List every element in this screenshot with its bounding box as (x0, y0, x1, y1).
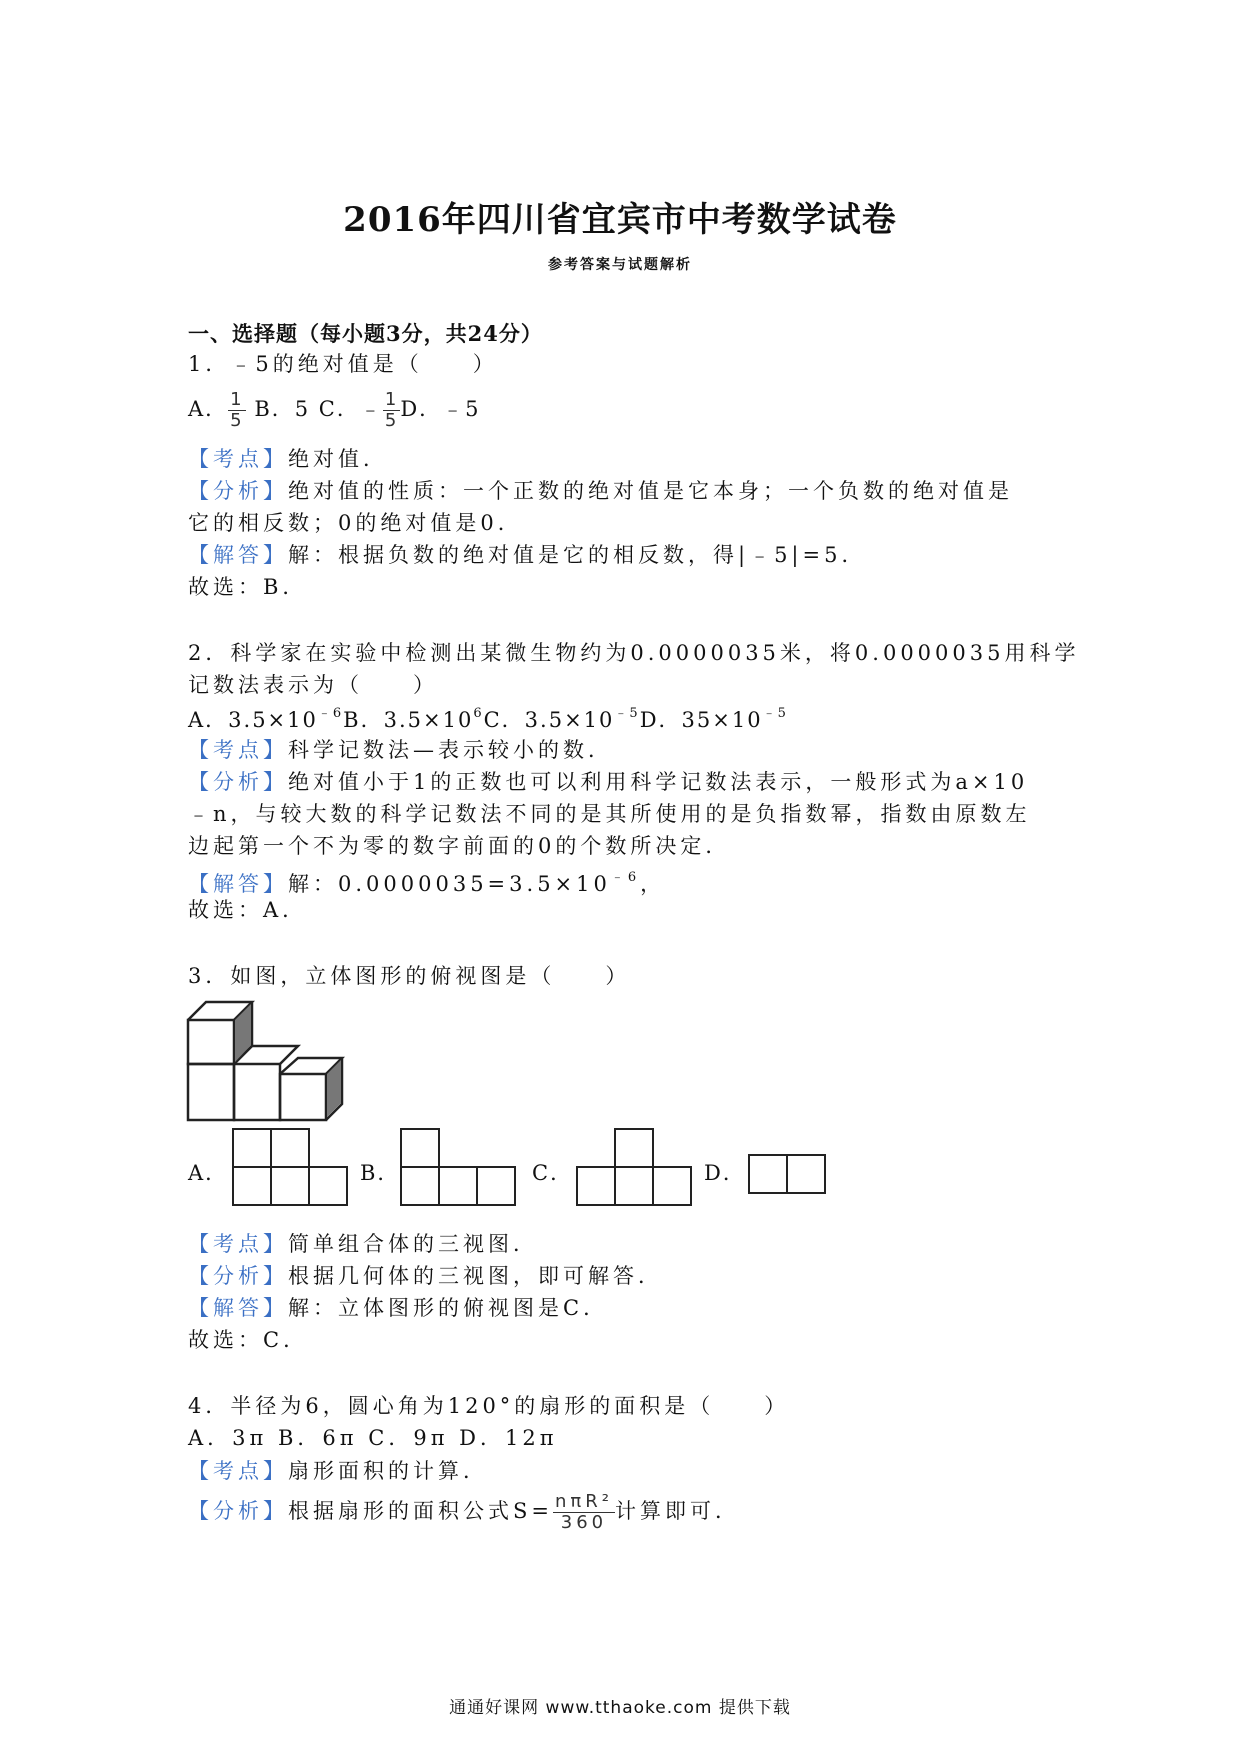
fenxi-label: 【分析】 (188, 770, 288, 794)
q2-options (188, 702, 788, 734)
q4-options: A．3π B．6π C．9π D．12π (188, 1426, 558, 1450)
q2-option-d: D．35×10 (639, 708, 763, 732)
q2-answer: 故选：A． (188, 898, 308, 922)
q2-jieda-text: 解：0.0000035=3.5×10 (288, 872, 611, 896)
q2-fenxi-cont-1: ﹣n，与较大数的科学记数法不同的是其所使用的是负指数幂，指数由原数左 (188, 802, 1031, 826)
kaodian-label: 【考点】 (188, 1232, 288, 1256)
q4-fenxi-end: 计算即可． (614, 1499, 740, 1523)
fenxi-label: 【分析】 (188, 479, 288, 503)
section-title: 一、选择题（每小题3分，共24分） (188, 321, 543, 346)
q3-option-d-label: D． (704, 1161, 746, 1185)
q1-option-c-fraction (383, 390, 400, 431)
formula-denominator: 360 (560, 1512, 608, 1533)
q2-kaodian (188, 734, 613, 766)
q3-solid-figure (186, 1000, 346, 1125)
q3-jieda-text: 解：立体图形的俯视图是C． (288, 1296, 609, 1320)
q1-kaodian (188, 443, 388, 475)
page-subtitle: 参考答案与试题解析 (548, 257, 692, 273)
q2-option-b-exponent: 6 (473, 706, 484, 721)
q1-options (188, 390, 481, 431)
q1-option-c-prefix: C．﹣ (318, 397, 383, 421)
q2-option-b: B．3.5×10 (343, 708, 474, 732)
q3-option-c-label: C． (532, 1161, 574, 1185)
q4-stem: 4．半径为6，圆心角为120°的扇形的面积是（ ） (188, 1394, 790, 1418)
q3-jieda (188, 1292, 608, 1324)
q3-fenxi-text: 根据几何体的三视图，即可解答． (288, 1264, 663, 1288)
q2-fenxi-cont-2: 边起第一个不为零的数字前面的0的个数所决定． (188, 834, 731, 858)
q2-option-d-exponent: ﹣5 (762, 706, 788, 721)
q2-kaodian-text: 科学记数法—表示较小的数． (288, 738, 613, 762)
q1-jieda (188, 539, 866, 571)
q3-option-a-label: A． (188, 1161, 229, 1185)
q2-option-a: A．3.5×10 (188, 708, 318, 732)
q3-kaodian-text: 简单组合体的三视图． (288, 1232, 538, 1256)
jieda-label: 【解答】 (188, 543, 288, 567)
jieda-label: 【解答】 (188, 872, 288, 896)
sector-area-formula (553, 1492, 615, 1533)
kaodian-label: 【考点】 (188, 738, 288, 762)
page-title: 2016年四川省宜宾市中考数学试卷 (343, 200, 897, 240)
q1-answer: 故选：B． (188, 575, 308, 599)
q1-fenxi (188, 475, 1013, 507)
q2-jieda-exponent: ﹣6 (610, 870, 641, 885)
q1-fenxi-text: 绝对值的性质：一个正数的绝对值是它本身；一个负数的绝对值是 (288, 479, 1013, 503)
q3-option-b-label: B． (360, 1161, 401, 1185)
q2-fenxi-text: 绝对值小于1的正数也可以利用科学记数法表示，一般形式为a×10 (288, 770, 1029, 794)
q1-option-d: D．﹣5 (400, 397, 481, 421)
q1-kaodian-text: 绝对值． (288, 447, 388, 471)
q3-answer: 故选：C． (188, 1328, 309, 1352)
footer-credit: 通通好课网 www.tthaoke.com 提供下载 (449, 1698, 791, 1718)
q4-fenxi (188, 1492, 740, 1533)
q2-option-c-exponent: ﹣5 (614, 706, 640, 721)
q3-option-b-figure (400, 1128, 518, 1208)
q3-fenxi (188, 1260, 663, 1292)
q2-jieda-end: ， (640, 872, 666, 896)
q3-option-d-figure (748, 1154, 830, 1196)
q2-stem-cont: 记数法表示为（ ） (188, 673, 438, 697)
q3-kaodian (188, 1228, 538, 1260)
q1-option-a-prefix: A． (188, 397, 229, 421)
fenxi-label: 【分析】 (188, 1264, 288, 1288)
formula-numerator: nπR² (554, 1491, 613, 1512)
fraction-numerator: 1 (230, 389, 244, 410)
q3-option-a-figure (232, 1128, 350, 1208)
q1-stem: 1．﹣5的绝对值是（ ） (188, 352, 498, 376)
q3-stem: 3．如图，立体图形的俯视图是（ ） (188, 964, 631, 988)
q2-option-a-exponent: ﹣6 (317, 706, 344, 721)
q1-fenxi-cont: 它的相反数；0的绝对值是0． (188, 511, 523, 535)
kaodian-label: 【考点】 (188, 447, 288, 471)
q2-stem: 2．科学家在实验中检测出某微生物约为0.0000035米，将0.0000035用科学 (188, 641, 1080, 665)
q1-option-b: B．5 (254, 397, 311, 421)
fraction-numerator: 1 (384, 389, 399, 410)
fenxi-label: 【分析】 (188, 1499, 288, 1523)
q1-option-a-fraction (228, 390, 245, 431)
fraction-denominator: 5 (230, 410, 244, 431)
q2-fenxi (188, 766, 1028, 798)
fraction-denominator: 5 (384, 410, 399, 431)
q4-fenxi-text: 根据扇形的面积公式S= (288, 1499, 553, 1523)
q2-option-c: C．3.5×10 (483, 708, 615, 732)
q4-kaodian (188, 1455, 488, 1487)
kaodian-label: 【考点】 (188, 1459, 288, 1483)
jieda-label: 【解答】 (188, 1296, 288, 1320)
q4-kaodian-text: 扇形面积的计算． (288, 1459, 488, 1483)
q3-option-c-figure (576, 1128, 694, 1208)
q1-jieda-text: 解：根据负数的绝对值是它的相反数，得|﹣5|=5． (288, 543, 867, 567)
